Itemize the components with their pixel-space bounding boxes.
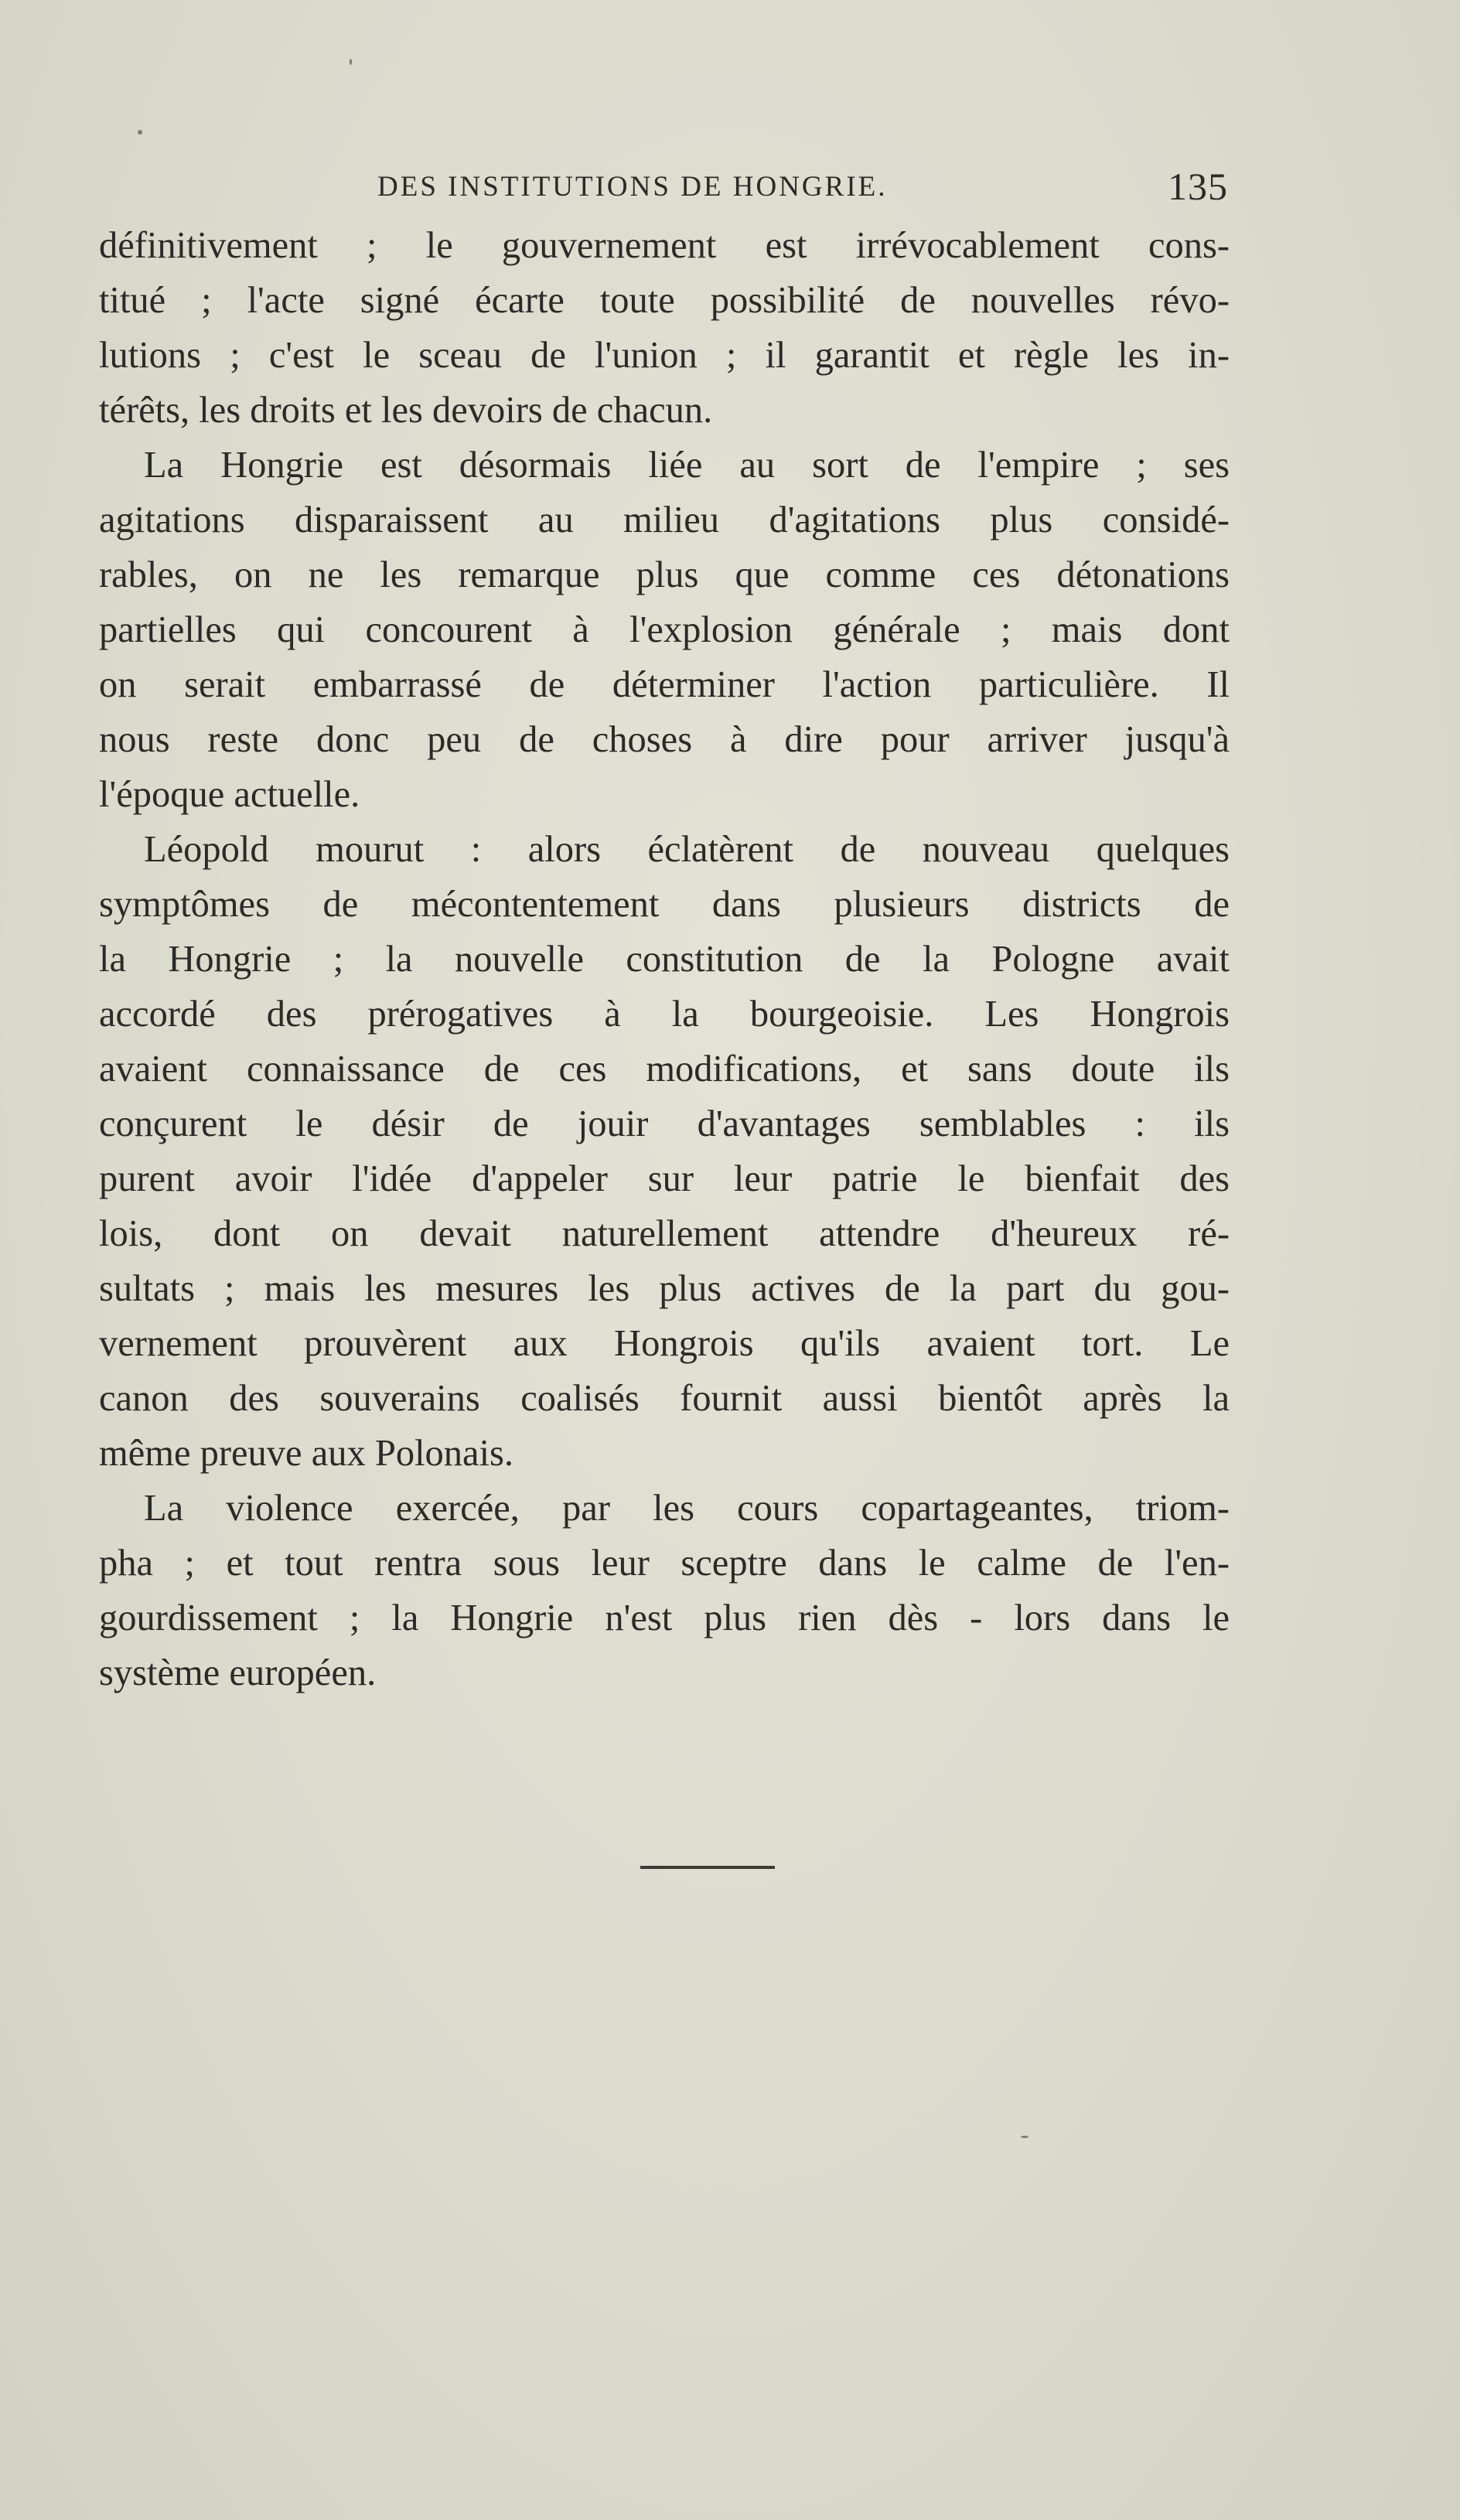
text-line: sultats ; mais les mesures les plus actives de la part du gou- (99, 1268, 1230, 1309)
text-line: La violence exercée, par les cours copartageantes, triom- (144, 1488, 1230, 1529)
body-text (99, 218, 1230, 1700)
text-line: avaient connaissance de ces modifications, et sans doute ils (99, 1049, 1230, 1089)
text-line: purent avoir l'idée d'appeler sur leur patrie le bienfait des (99, 1158, 1230, 1199)
paper-speck (1021, 2136, 1028, 2138)
text-line: vernement prouvèrent aux Hongrois qu'ils avaient tort. Le (99, 1323, 1230, 1364)
text-line: on serait embarrassé de déterminer l'action particulière. Il (99, 664, 1230, 705)
text-line: symptômes de mécontentement dans plusieurs districts de (99, 884, 1230, 925)
text-line: gourdissement ; la Hongrie n'est plus rien dès - lors dans le (99, 1598, 1230, 1639)
text-line: lois, dont on devait naturellement attendre d'heureux ré- (99, 1213, 1230, 1254)
end-rule (640, 1866, 775, 1869)
text-line: la Hongrie ; la nouvelle constitution de la Pologne avait (99, 939, 1230, 980)
text-line: titué ; l'acte signé écarte toute possibilité de nouvelles révo- (99, 280, 1230, 321)
text-line: lutions ; c'est le sceau de l'union ; il garantit et règle les in- (99, 335, 1230, 376)
running-head (99, 164, 1228, 210)
text-line: conçurent le désir de jouir d'avantages semblables : ils (99, 1103, 1230, 1144)
text-line: l'époque actuelle. (99, 774, 360, 815)
page-number: 135 (1168, 165, 1228, 208)
text-line: partielles qui concourent à l'explosion générale ; mais dont (99, 609, 1230, 650)
text-line: définitivement ; le gouvernement est irrévocablement cons- (99, 225, 1230, 266)
text-line: La Hongrie est désormais liée au sort de l'empire ; ses (144, 445, 1230, 486)
text-line: système européen. (99, 1652, 377, 1693)
text-line: pha ; et tout rentra sous leur sceptre dans le calme de l'en- (99, 1543, 1230, 1584)
text-line: accordé des prérogatives à la bourgeoisie. Les Hongrois (99, 994, 1230, 1035)
text-line: térêts, les droits et les devoirs de chacun. (99, 390, 713, 431)
text-line: rables, on ne les remarque plus que comme ces détonations (99, 554, 1230, 595)
text-line: même preuve aux Polonais. (99, 1433, 514, 1474)
text-line: nous reste donc peu de choses à dire pour arriver jusqu'à (99, 719, 1230, 760)
text-line: agitations disparaissent au milieu d'agitations plus considé- (99, 500, 1230, 540)
text-line: canon des souverains coalisés fournit aussi bientôt après la (99, 1378, 1230, 1419)
paper-speck (350, 59, 352, 65)
running-title: DES INSTITUTIONS DE HONGRIE. (377, 171, 888, 203)
paper-speck (138, 130, 142, 135)
text-line: Léopold mourut : alors éclatèrent de nouveau quelques (144, 829, 1230, 870)
